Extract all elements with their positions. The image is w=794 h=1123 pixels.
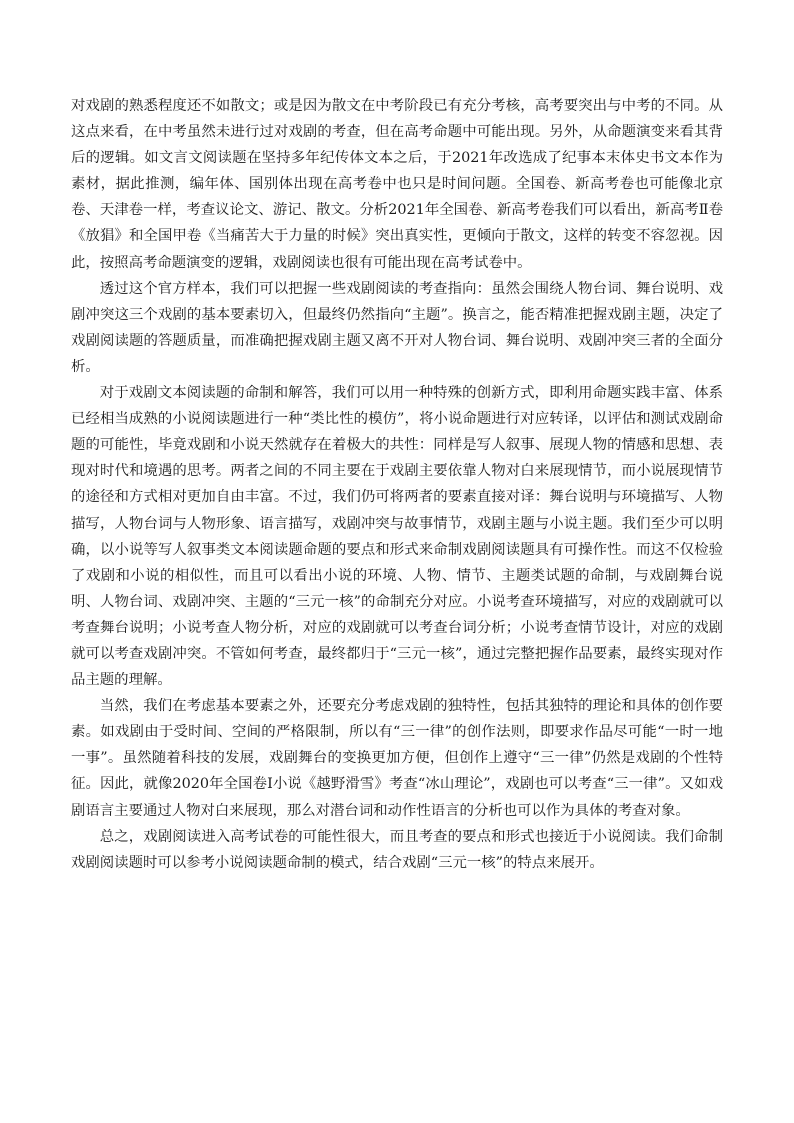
- paragraph-exam-orientation: 透过这个官方样本，我们可以把握一些戏剧阅读的考查指向：虽然会围绕人物台词、舞台说明、戏剧冲突这三个戏剧的基本要素切入，但最终仍然指向“主题”。换言之，能否精准把握戏剧主题，决定了戏剧阅读题的答题质量，而准确把握戏剧主题又离不开对人物台词、舞台说明、戏剧冲突三者的全面分析。: [71, 280, 723, 375]
- paragraph-drama-uniqueness: 当然，我们在考虑基本要素之外，还要充分考虑戏剧的独特性，包括其独特的理论和具体的创作要素。如戏剧由于受时间、空间的严格限制，所以有“三一律”的创作法则，即要求作品尽可能“一时一地一事”。虽然随着科技的发展，戏剧舞台的变换更加方便，但创作上遵守“三一律”仍然是戏剧的个性特征。因此，就像2020年全国卷Ⅰ小说《越野滑雪》考查“冰山理论”，戏剧也可以考查“三一律”。又如戏剧语言主要通过人物对白来展现，那么对潜台词和动作性语言的分析也可以作为具体的考查对象。: [71, 698, 723, 819]
- paragraph-analogy-with-fiction: 对于戏剧文本阅读题的命制和解答，我们可以用一种特殊的创新方式，即利用命题实践丰富、体系已经相当成熟的小说阅读题进行一种“类比性的模仿”，将小说命题进行对应转译，以评估和测试戏剧命题的可能性，毕竟戏剧和小说天然就存在着极大的共性：同样是写人叙事、展现人物的情感和思想、表现对时代和境遇的思考。两者之间的不同主要在于戏剧主要依靠人物对白来展现情节，而小说展现情节的途径和方式相对更加自由丰富。不过，我们仍可将两者的要素直接对译：舞台说明与环境描写、人物描写，人物台词与人物形象、语言描写，戏剧冲突与故事情节，戏剧主题与小说主题。我们至少可以明确，以小说等写人叙事类文本阅读题命题的要点和形式来命制戏剧阅读题具有可操作性。而这不仅检验了戏剧和小说的相似性，而且可以看出小说的环境、人物、情节、主题类试题的命制，与戏剧舞台说明、人物台词、戏剧冲突、主题的“三元一核”的命制充分对应。小说考查环境描写，对应的戏剧就可以考查舞台说明；小说考查人物分析，对应的戏剧就可以考查台词分析；小说考查情节设计，对应的戏剧就可以考查戏剧冲突。不管如何考查，最终都归于“三元一核”，通过完整把握作品要素，最终实现对作品主题的理解。: [71, 385, 723, 689]
- article-body: [71, 93, 723, 876]
- paragraph-continuation: 对戏剧的熟悉程度还不如散文；或是因为散文在中考阶段已有充分考核，高考要突出与中考的不同。从这点来看，在中考虽然未进行过对戏剧的考查，但在高考命题中可能出现。另外，从命题演变来看其背后的逻辑。如文言文阅读题在坚持多年纪传体文本之后，于2021年改选成了纪事本末体史书文本作为素材，据此推测，编年体、国别体出现在高考卷中也只是时间问题。全国卷、新高考卷也可能像北京卷、天津卷一样，考查议论文、游记、散文。分析2021年全国卷、新高考卷我们可以看出，新高考Ⅱ卷《放猖》和全国甲卷《当痛苦大于力量的时候》突出真实性，更倾向于散文，这样的转变不容忽视。因此，按照高考命题演变的逻辑，戏剧阅读也很有可能出现在高考试卷中。: [71, 98, 723, 271]
- paragraph-conclusion: 总之，戏剧阅读进入高考试卷的可能性很大，而且考查的要点和形式也接近于小说阅读。我们命制戏剧阅读题时可以参考小说阅读题命制的模式，结合戏剧“三元一核”的特点来展开。: [71, 828, 723, 871]
